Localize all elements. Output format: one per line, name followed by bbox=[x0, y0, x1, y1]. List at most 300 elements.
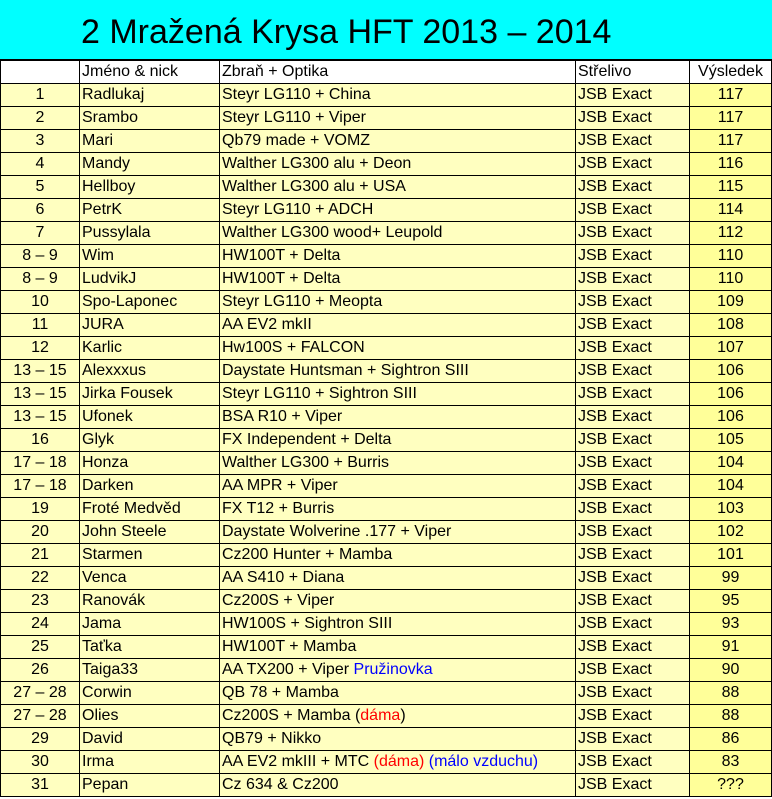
gear-cell-text: Daystate Huntsman + Sightron SIII bbox=[222, 362, 469, 379]
ammo-cell-text: JSB Exact bbox=[578, 132, 652, 149]
ammo-cell bbox=[576, 751, 690, 774]
gear-cell bbox=[220, 153, 576, 176]
gear-cell-text: FX T12 + Burris bbox=[222, 500, 335, 517]
gear-cell-text: AA TX200 + Viper bbox=[222, 661, 350, 678]
rank-cell-text: 7 bbox=[35, 224, 45, 241]
rank-cell-text: 13 – 15 bbox=[13, 362, 67, 379]
rank-cell-text: 31 bbox=[31, 776, 49, 793]
ammo-cell-text: JSB Exact bbox=[578, 615, 652, 632]
score-cell-text: 101 bbox=[717, 546, 744, 563]
gear-cell bbox=[220, 590, 576, 613]
table-row bbox=[1, 590, 772, 613]
rank-cell bbox=[1, 107, 80, 130]
rank-cell-text: 13 – 15 bbox=[13, 408, 67, 425]
gear-cell bbox=[220, 728, 576, 751]
ammo-cell bbox=[576, 728, 690, 751]
name-cell-text: Pussylala bbox=[82, 224, 151, 241]
gear-cell bbox=[220, 498, 576, 521]
gear-cell bbox=[220, 429, 576, 452]
name-cell bbox=[80, 130, 220, 153]
ammo-cell bbox=[576, 636, 690, 659]
table-row bbox=[1, 153, 772, 176]
score-cell bbox=[690, 705, 772, 728]
score-cell-text: 107 bbox=[717, 339, 744, 356]
gear-cell bbox=[220, 383, 576, 406]
rank-cell-text: 5 bbox=[35, 178, 45, 195]
gear-cell-text: Steyr LG110 + Viper bbox=[222, 109, 366, 126]
score-cell bbox=[690, 498, 772, 521]
name-cell-text: Mandy bbox=[82, 155, 131, 172]
ammo-cell bbox=[576, 107, 690, 130]
table-row bbox=[1, 682, 772, 705]
rank-cell bbox=[1, 659, 80, 682]
name-cell-text: Starmen bbox=[82, 546, 143, 563]
name-cell bbox=[80, 222, 220, 245]
score-cell-text: 115 bbox=[717, 178, 744, 195]
ammo-cell-text: JSB Exact bbox=[578, 408, 652, 425]
score-cell-text: 117 bbox=[717, 86, 744, 103]
score-cell bbox=[690, 222, 772, 245]
ammo-cell-text: JSB Exact bbox=[578, 385, 652, 402]
table-row bbox=[1, 199, 772, 222]
gear-cell-text: Walther LG300 + Burris bbox=[222, 454, 390, 471]
rank-cell bbox=[1, 521, 80, 544]
score-cell bbox=[690, 659, 772, 682]
table-row bbox=[1, 84, 772, 107]
name-cell bbox=[80, 291, 220, 314]
ammo-cell bbox=[576, 153, 690, 176]
table-row bbox=[1, 613, 772, 636]
table-row bbox=[1, 130, 772, 153]
rank-cell-text: 21 bbox=[31, 546, 49, 563]
table-header-row bbox=[1, 61, 772, 84]
ammo-cell-text: JSB Exact bbox=[578, 431, 652, 448]
gear-cell bbox=[220, 682, 576, 705]
gear-cell-text: Cz 634 & Cz200 bbox=[222, 776, 339, 793]
header-rank bbox=[1, 61, 80, 84]
name-cell-text: Hellboy bbox=[82, 178, 136, 195]
gear-cell bbox=[220, 84, 576, 107]
rank-cell-text: 19 bbox=[31, 500, 49, 517]
ammo-cell bbox=[576, 130, 690, 153]
gear-cell bbox=[220, 452, 576, 475]
ammo-cell bbox=[576, 84, 690, 107]
rank-cell-text: 17 – 18 bbox=[13, 477, 67, 494]
gear-cell-text: HW100T + Delta bbox=[222, 247, 341, 264]
name-cell bbox=[80, 636, 220, 659]
score-cell bbox=[690, 268, 772, 291]
table-row bbox=[1, 475, 772, 498]
score-cell-text: 117 bbox=[717, 132, 744, 149]
rank-cell bbox=[1, 705, 80, 728]
name-cell bbox=[80, 751, 220, 774]
score-cell-text: 88 bbox=[721, 707, 740, 724]
ammo-cell bbox=[576, 199, 690, 222]
name-cell-text: Radlukaj bbox=[82, 86, 145, 103]
score-cell-text: 86 bbox=[721, 730, 740, 747]
score-cell bbox=[690, 475, 772, 498]
rank-cell-text: 30 bbox=[31, 753, 49, 770]
gear-cell-text: Cz200 Hunter + Mamba bbox=[222, 546, 393, 563]
ammo-cell bbox=[576, 521, 690, 544]
ammo-cell-text: JSB Exact bbox=[578, 730, 652, 747]
score-cell bbox=[690, 728, 772, 751]
rank-cell bbox=[1, 314, 80, 337]
name-cell bbox=[80, 337, 220, 360]
score-cell-text: 103 bbox=[717, 500, 744, 517]
table-row bbox=[1, 268, 772, 291]
gear-cell-text: Daystate Wolverine .177 + Viper bbox=[222, 523, 452, 540]
score-cell bbox=[690, 107, 772, 130]
table-row bbox=[1, 337, 772, 360]
gear-cell bbox=[220, 567, 576, 590]
name-cell-text: Mari bbox=[82, 132, 114, 149]
gear-cell bbox=[220, 130, 576, 153]
name-cell bbox=[80, 774, 220, 797]
ammo-cell bbox=[576, 222, 690, 245]
score-cell-text: 91 bbox=[721, 638, 740, 655]
ammo-cell bbox=[576, 452, 690, 475]
name-cell-text: Jirka Fousek bbox=[82, 385, 173, 402]
gear-cell-text: Steyr LG110 + Meopta bbox=[222, 293, 383, 310]
gear-cell bbox=[220, 659, 576, 682]
score-cell-text: 99 bbox=[721, 569, 740, 586]
name-cell bbox=[80, 682, 220, 705]
name-cell-text: Honza bbox=[82, 454, 129, 471]
ammo-cell-text: JSB Exact bbox=[578, 109, 652, 126]
score-cell bbox=[690, 383, 772, 406]
gear-cell-text: AA S410 + Diana bbox=[222, 569, 345, 586]
name-cell-text: Corwin bbox=[82, 684, 132, 701]
ammo-cell bbox=[576, 314, 690, 337]
ammo-cell-text: JSB Exact bbox=[578, 592, 652, 609]
score-cell-text: ??? bbox=[717, 776, 744, 793]
rank-cell bbox=[1, 245, 80, 268]
score-cell bbox=[690, 406, 772, 429]
ammo-cell-text: JSB Exact bbox=[578, 776, 652, 793]
score-cell-text: 93 bbox=[721, 615, 740, 632]
rank-cell-text: 25 bbox=[31, 638, 49, 655]
name-cell bbox=[80, 705, 220, 728]
name-cell-text: Olies bbox=[82, 707, 119, 724]
gear-cell bbox=[220, 268, 576, 291]
gear-cell bbox=[220, 613, 576, 636]
score-cell bbox=[690, 130, 772, 153]
rank-cell bbox=[1, 199, 80, 222]
name-cell bbox=[80, 728, 220, 751]
score-cell bbox=[690, 613, 772, 636]
table-row bbox=[1, 314, 772, 337]
ammo-cell bbox=[576, 383, 690, 406]
gear-cell bbox=[220, 360, 576, 383]
ammo-cell bbox=[576, 498, 690, 521]
gear-cell-text: Qb79 made + VOMZ bbox=[222, 132, 371, 149]
score-cell bbox=[690, 176, 772, 199]
score-cell bbox=[690, 84, 772, 107]
ammo-cell-text: JSB Exact bbox=[578, 707, 652, 724]
name-cell-text: Taťka bbox=[82, 638, 122, 655]
name-cell bbox=[80, 475, 220, 498]
name-cell-text: Jama bbox=[82, 615, 122, 632]
rank-cell bbox=[1, 636, 80, 659]
name-cell bbox=[80, 199, 220, 222]
gear-cell bbox=[220, 751, 576, 774]
score-cell bbox=[690, 360, 772, 383]
ammo-cell bbox=[576, 337, 690, 360]
ammo-cell-text: JSB Exact bbox=[578, 270, 652, 287]
score-cell bbox=[690, 337, 772, 360]
header-name: Jméno & nick bbox=[80, 61, 220, 84]
gear-cell-text: AA EV2 mkIII + MTC bbox=[222, 753, 370, 770]
gear-cell bbox=[220, 475, 576, 498]
score-cell-text: 104 bbox=[717, 477, 744, 494]
name-cell-text: John Steele bbox=[82, 523, 167, 540]
rank-cell-text: 12 bbox=[31, 339, 49, 356]
rank-cell bbox=[1, 475, 80, 498]
score-cell bbox=[690, 291, 772, 314]
table-row bbox=[1, 544, 772, 567]
results-table-body bbox=[1, 61, 772, 797]
name-cell bbox=[80, 521, 220, 544]
ammo-cell-text: JSB Exact bbox=[578, 753, 652, 770]
rank-cell-text: 29 bbox=[31, 730, 49, 747]
header-ammo: Střelivo bbox=[576, 61, 690, 84]
rank-cell-text: 10 bbox=[31, 293, 49, 310]
rank-cell bbox=[1, 153, 80, 176]
rank-cell-text: 20 bbox=[31, 523, 49, 540]
gear-cell-text: AA EV2 mkII bbox=[222, 316, 312, 333]
gear-note-suffix: ) bbox=[400, 707, 406, 724]
ammo-cell-text: JSB Exact bbox=[578, 661, 652, 678]
rank-cell bbox=[1, 682, 80, 705]
gear-cell bbox=[220, 176, 576, 199]
rank-cell bbox=[1, 498, 80, 521]
rank-cell bbox=[1, 590, 80, 613]
rank-cell-text: 11 bbox=[31, 316, 49, 333]
table-row bbox=[1, 636, 772, 659]
score-cell-text: 114 bbox=[717, 201, 744, 218]
rank-cell-text: 22 bbox=[31, 569, 49, 586]
score-cell-text: 117 bbox=[717, 109, 744, 126]
gear-cell-text: BSA R10 + Viper bbox=[222, 408, 343, 425]
score-cell bbox=[690, 199, 772, 222]
name-cell-text: Spo-Laponec bbox=[82, 293, 178, 310]
table-row bbox=[1, 176, 772, 199]
ammo-cell-text: JSB Exact bbox=[578, 477, 652, 494]
gear-cell bbox=[220, 291, 576, 314]
gear-cell-text: Walther LG300 alu + USA bbox=[222, 178, 406, 195]
title-bar bbox=[0, 0, 772, 60]
table-row bbox=[1, 406, 772, 429]
gear-cell bbox=[220, 636, 576, 659]
score-cell bbox=[690, 544, 772, 567]
rank-cell bbox=[1, 567, 80, 590]
score-cell-text: 83 bbox=[721, 753, 740, 770]
rank-cell bbox=[1, 429, 80, 452]
score-cell-text: 95 bbox=[721, 592, 740, 609]
page-title: 2 Mražená Krysa HFT 2013 – 2014 bbox=[81, 13, 612, 51]
name-cell-text: Ufonek bbox=[82, 408, 133, 425]
ammo-cell bbox=[576, 360, 690, 383]
rank-cell-text: 13 – 15 bbox=[13, 385, 67, 402]
gear-cell-text: FX Independent + Delta bbox=[222, 431, 392, 448]
rank-cell-text: 8 – 9 bbox=[22, 247, 58, 264]
ammo-cell-text: JSB Exact bbox=[578, 293, 652, 310]
gear-cell-text: QB79 + Nikko bbox=[222, 730, 322, 747]
rank-cell-text: 16 bbox=[31, 431, 49, 448]
table-row bbox=[1, 107, 772, 130]
table-row bbox=[1, 498, 772, 521]
name-cell-text: Darken bbox=[82, 477, 134, 494]
gear-cell-text: HW100S + Sightron SIII bbox=[222, 615, 393, 632]
score-cell bbox=[690, 751, 772, 774]
name-cell-text: Taiga33 bbox=[82, 661, 139, 678]
gear-cell-text: Cz200S + Viper bbox=[222, 592, 335, 609]
name-cell-text: Pepan bbox=[82, 776, 129, 793]
ammo-cell-text: JSB Exact bbox=[578, 339, 652, 356]
name-cell-text: Srambo bbox=[82, 109, 139, 126]
score-cell-text: 108 bbox=[717, 316, 744, 333]
ammo-cell-text: JSB Exact bbox=[578, 86, 652, 103]
gear-cell-text: Steyr LG110 + China bbox=[222, 86, 371, 103]
ammo-cell bbox=[576, 544, 690, 567]
ammo-cell-text: JSB Exact bbox=[578, 362, 652, 379]
rank-cell bbox=[1, 268, 80, 291]
ammo-cell-text: JSB Exact bbox=[578, 201, 652, 218]
ammo-cell bbox=[576, 245, 690, 268]
rank-cell bbox=[1, 176, 80, 199]
gear-note-red: (dáma) bbox=[373, 753, 425, 770]
rank-cell bbox=[1, 222, 80, 245]
gear-cell-text: Cz200S + Mamba ( bbox=[222, 707, 361, 724]
table-row bbox=[1, 429, 772, 452]
score-cell bbox=[690, 636, 772, 659]
ammo-cell bbox=[576, 705, 690, 728]
name-cell bbox=[80, 406, 220, 429]
ammo-cell bbox=[576, 291, 690, 314]
table-row bbox=[1, 751, 772, 774]
score-cell-text: 109 bbox=[717, 293, 744, 310]
rank-cell bbox=[1, 544, 80, 567]
ammo-cell-text: JSB Exact bbox=[578, 454, 652, 471]
name-cell-text: Froté Medvěd bbox=[82, 500, 181, 517]
ammo-cell-text: JSB Exact bbox=[578, 638, 652, 655]
name-cell bbox=[80, 429, 220, 452]
rank-cell-text: 23 bbox=[31, 592, 49, 609]
rank-cell-text: 27 – 28 bbox=[13, 684, 67, 701]
name-cell bbox=[80, 84, 220, 107]
ammo-cell bbox=[576, 682, 690, 705]
rank-cell bbox=[1, 337, 80, 360]
name-cell-text: Wim bbox=[82, 247, 114, 264]
table-row bbox=[1, 728, 772, 751]
name-cell-text: Alexxxus bbox=[82, 362, 147, 379]
table-row bbox=[1, 383, 772, 406]
score-cell bbox=[690, 245, 772, 268]
rank-cell bbox=[1, 130, 80, 153]
rank-cell bbox=[1, 613, 80, 636]
score-cell-text: 105 bbox=[717, 431, 744, 448]
name-cell-text: LudvikJ bbox=[82, 270, 137, 287]
gear-cell bbox=[220, 705, 576, 728]
name-cell-text: Karlic bbox=[82, 339, 123, 356]
header-score: Výsledek bbox=[690, 61, 772, 84]
gear-cell bbox=[220, 222, 576, 245]
table-row bbox=[1, 452, 772, 475]
ammo-cell-text: JSB Exact bbox=[578, 316, 652, 333]
rank-cell bbox=[1, 84, 80, 107]
score-cell-text: 106 bbox=[717, 408, 744, 425]
ammo-cell bbox=[576, 475, 690, 498]
name-cell bbox=[80, 360, 220, 383]
ammo-cell-text: JSB Exact bbox=[578, 523, 652, 540]
name-cell bbox=[80, 590, 220, 613]
gear-note-blue: Pružinovka bbox=[353, 661, 433, 678]
rank-cell bbox=[1, 360, 80, 383]
name-cell-text: PetrK bbox=[82, 201, 123, 218]
gear-cell-text: Steyr LG110 + Sightron SIII bbox=[222, 385, 417, 402]
name-cell-text: Ranovák bbox=[82, 592, 146, 609]
score-cell-text: 90 bbox=[721, 661, 740, 678]
rank-cell bbox=[1, 728, 80, 751]
ammo-cell bbox=[576, 567, 690, 590]
rank-cell bbox=[1, 291, 80, 314]
score-cell bbox=[690, 682, 772, 705]
ammo-cell-text: JSB Exact bbox=[578, 155, 652, 172]
name-cell bbox=[80, 153, 220, 176]
ammo-cell-text: JSB Exact bbox=[578, 569, 652, 586]
ammo-cell bbox=[576, 176, 690, 199]
score-cell bbox=[690, 774, 772, 797]
rank-cell-text: 4 bbox=[35, 155, 45, 172]
rank-cell-text: 26 bbox=[31, 661, 49, 678]
gear-cell bbox=[220, 406, 576, 429]
name-cell bbox=[80, 567, 220, 590]
gear-cell bbox=[220, 199, 576, 222]
ammo-cell-text: JSB Exact bbox=[578, 247, 652, 264]
rank-cell bbox=[1, 774, 80, 797]
ammo-cell bbox=[576, 268, 690, 291]
score-cell-text: 106 bbox=[717, 385, 744, 402]
gear-cell-text: HW100T + Delta bbox=[222, 270, 341, 287]
gear-note-blue: (málo vzduchu) bbox=[428, 753, 539, 770]
gear-cell bbox=[220, 544, 576, 567]
name-cell bbox=[80, 107, 220, 130]
ammo-cell bbox=[576, 406, 690, 429]
name-cell bbox=[80, 452, 220, 475]
gear-cell bbox=[220, 337, 576, 360]
rank-cell-text: 8 – 9 bbox=[22, 270, 58, 287]
ammo-cell-text: JSB Exact bbox=[578, 178, 652, 195]
gear-cell-text: QB 78 + Mamba bbox=[222, 684, 339, 701]
gear-cell bbox=[220, 314, 576, 337]
score-cell-text: 110 bbox=[717, 270, 744, 287]
score-cell bbox=[690, 590, 772, 613]
name-cell bbox=[80, 659, 220, 682]
score-cell bbox=[690, 429, 772, 452]
name-cell-text: David bbox=[82, 730, 123, 747]
score-cell bbox=[690, 567, 772, 590]
table-row bbox=[1, 774, 772, 797]
score-cell bbox=[690, 314, 772, 337]
name-cell bbox=[80, 245, 220, 268]
ammo-cell bbox=[576, 613, 690, 636]
score-cell bbox=[690, 452, 772, 475]
rank-cell-text: 6 bbox=[35, 201, 45, 218]
table-row bbox=[1, 567, 772, 590]
score-cell-text: 102 bbox=[717, 523, 744, 540]
name-cell-text: Glyk bbox=[82, 431, 114, 448]
